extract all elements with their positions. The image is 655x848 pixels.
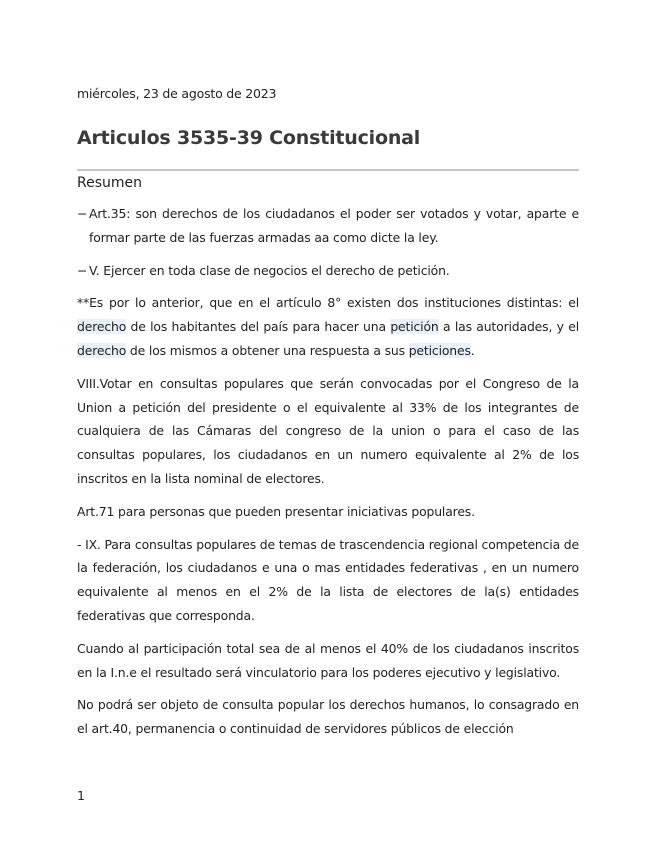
document-date: miércoles, 23 de agosto de 2023 bbox=[77, 86, 277, 101]
dash-bullet-icon: − bbox=[77, 262, 88, 278]
text-run: de los mismos a obtener una respuesta a sus bbox=[126, 342, 409, 358]
highlighted-term: peticiones bbox=[408, 342, 471, 358]
paragraph: Cuando al participación total sea de al menos el 40% de los ciudadanos inscritos en la I.n.e el resultado será vinculatorio para los poderes ejecutivo y legislativo. bbox=[77, 640, 579, 680]
highlighted-term: derecho bbox=[77, 342, 127, 358]
document-title: Articulos 3535-39 Constitucional bbox=[77, 127, 421, 149]
highlighted-term: derecho bbox=[77, 319, 127, 335]
paragraph: - IX. Para consultas populares de temas de trascendencia regional competencia de la federación, los ciudadanos e una o mas entidades federativas , en un numero equivalente al menos en el 2% de la lista de electores de la(s) entidades federativas que corresponda. bbox=[77, 536, 579, 623]
list-item-text: V. Ejercer en toda clase de negocios el derecho de petición. bbox=[89, 262, 450, 278]
text-run: de los habitantes del país para hacer una bbox=[126, 319, 391, 335]
list-item bbox=[77, 202, 579, 250]
title-divider bbox=[77, 169, 579, 171]
document-body bbox=[77, 202, 579, 750]
text-run: . bbox=[470, 342, 475, 358]
paragraph: VIII.Votar en consultas populares que serán convocadas por el Congreso de la Union a petición del presidente o el equivalente al 33% de los integrantes de cualquiera de las Cámaras del congreso de la union o para el caso de las consultas populares, los ciudadanos en un numero equivalente al 2% de los inscritos en la lista nominal de electores. bbox=[77, 375, 579, 486]
text-run: a las autoridades, y el bbox=[438, 319, 579, 335]
section-heading: Resumen bbox=[77, 175, 143, 191]
highlighted-term: petición bbox=[390, 319, 439, 335]
list-item bbox=[77, 259, 579, 283]
paragraph: Art.71 para personas que pueden presentar iniciativas populares. bbox=[77, 503, 475, 519]
list-item-text: Art.35: son derechos de los ciudadanos el poder ser votados y votar, aparte e formar parte de las fuerzas armadas aa como dicte la ley. bbox=[89, 206, 579, 245]
paragraph: No podrá ser objeto de consulta popular los derechos humanos, lo consagrado en el art.40, permanencia o continuidad de servidores públicos de elección bbox=[77, 697, 579, 737]
text-run: **Es por lo anterior, que en el artículo 8° existen dos instituciones distintas: el bbox=[77, 295, 579, 311]
paragraph bbox=[77, 291, 579, 362]
page-number: 1 bbox=[77, 788, 85, 803]
dash-bullet-icon: − bbox=[77, 206, 88, 221]
